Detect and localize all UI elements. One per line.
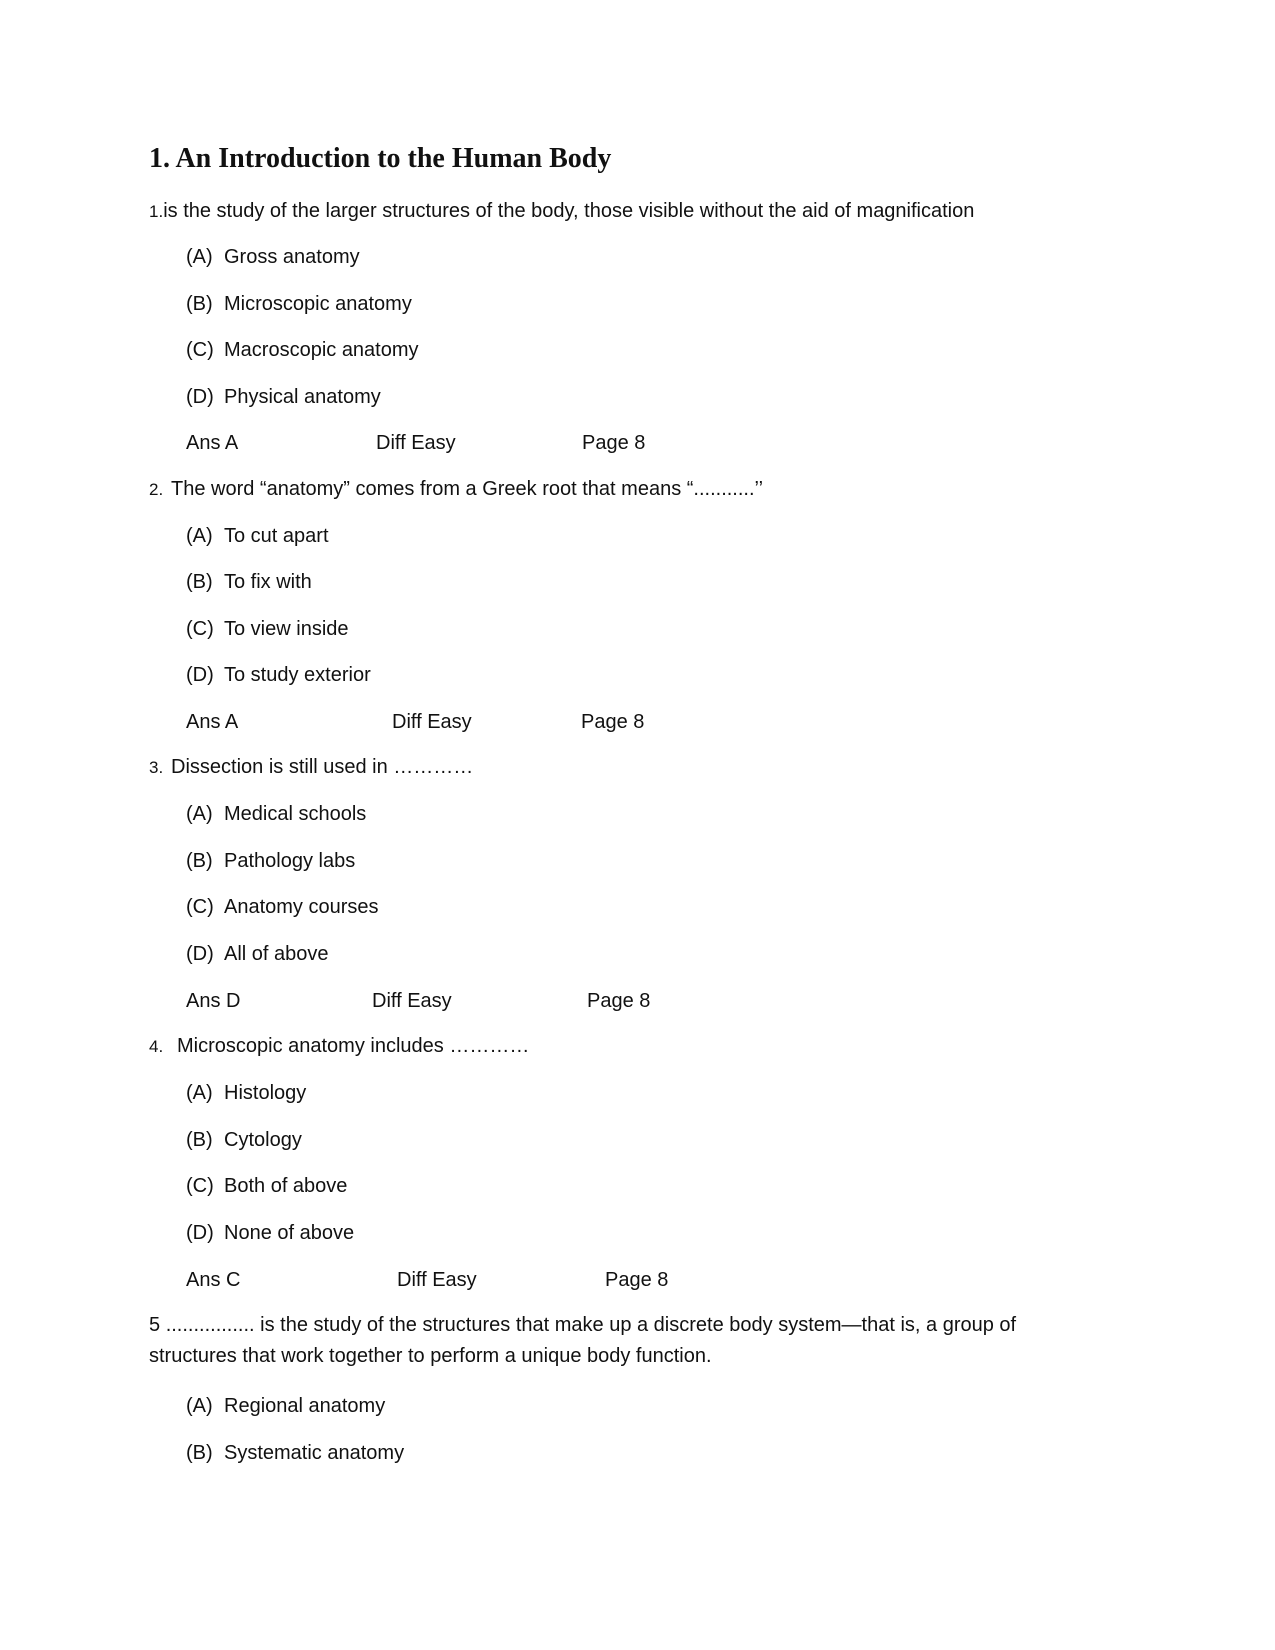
answer: Ans D <box>186 990 241 1012</box>
option-4c: (C) Both of above <box>186 1175 348 1197</box>
question-number: 3. <box>149 758 164 777</box>
page-ref: Page 8 <box>582 432 646 454</box>
option-4b: (B) Cytology <box>186 1129 302 1151</box>
option-3d: (D) All of above <box>186 943 329 965</box>
option-3b: (B) Pathology labs <box>186 850 356 872</box>
question-number: 1. <box>149 202 164 221</box>
question-text: Dissection is still used in ………… <box>171 756 474 778</box>
page-ref: Page 8 <box>605 1269 669 1291</box>
page-ref: Page 8 <box>581 711 645 733</box>
difficulty: Diff Easy <box>392 711 472 733</box>
option-2b: (B) To fix with <box>186 571 312 593</box>
answer: Ans A <box>186 711 239 733</box>
option-5a: (A) Regional anatomy <box>186 1395 386 1417</box>
difficulty: Diff Easy <box>372 990 452 1012</box>
option-2d: (D) To study exterior <box>186 664 371 686</box>
option-5b: (B) Systematic anatomy <box>186 1442 405 1464</box>
option-1c: (C) Macroscopic anatomy <box>186 339 419 361</box>
question-1 <box>149 196 974 227</box>
question-number: 4. <box>149 1037 164 1056</box>
chapter-title: 1. An Introduction to the Human Body <box>149 143 612 174</box>
question-text: Microscopic anatomy includes ………… <box>177 1035 530 1057</box>
answer: Ans A <box>186 432 239 454</box>
question-3 <box>149 752 473 783</box>
option-3a: (A) Medical schools <box>186 803 367 825</box>
question-5 <box>149 1310 1079 1372</box>
option-1b: (B) Microscopic anatomy <box>186 293 412 315</box>
option-2c: (C) To view inside <box>186 618 349 640</box>
difficulty: Diff Easy <box>397 1269 477 1291</box>
option-3c: (C) Anatomy courses <box>186 896 379 918</box>
answer: Ans C <box>186 1269 241 1291</box>
question-number: 2. <box>149 480 164 499</box>
option-1a: (A) Gross anatomy <box>186 246 360 268</box>
option-2a: (A) To cut apart <box>186 525 329 547</box>
option-1d: (D) Physical anatomy <box>186 386 381 408</box>
question-text: ................ is the study of the structures that make up a discrete body system—that is, a group of structures that work together to perform a unique body function. <box>149 1314 1017 1367</box>
page-ref: Page 8 <box>587 990 651 1012</box>
question-4 <box>149 1031 529 1062</box>
question-2 <box>149 474 763 505</box>
option-4a: (A) Histology <box>186 1082 307 1104</box>
question-text: The word “anatomy” comes from a Greek root that means “...........’’ <box>171 478 764 500</box>
question-text: is the study of the larger structures of the body, those visible without the aid of magnification <box>163 200 975 222</box>
question-number: 5 <box>149 1314 161 1336</box>
difficulty: Diff Easy <box>376 432 456 454</box>
option-4d: (D) None of above <box>186 1222 355 1244</box>
